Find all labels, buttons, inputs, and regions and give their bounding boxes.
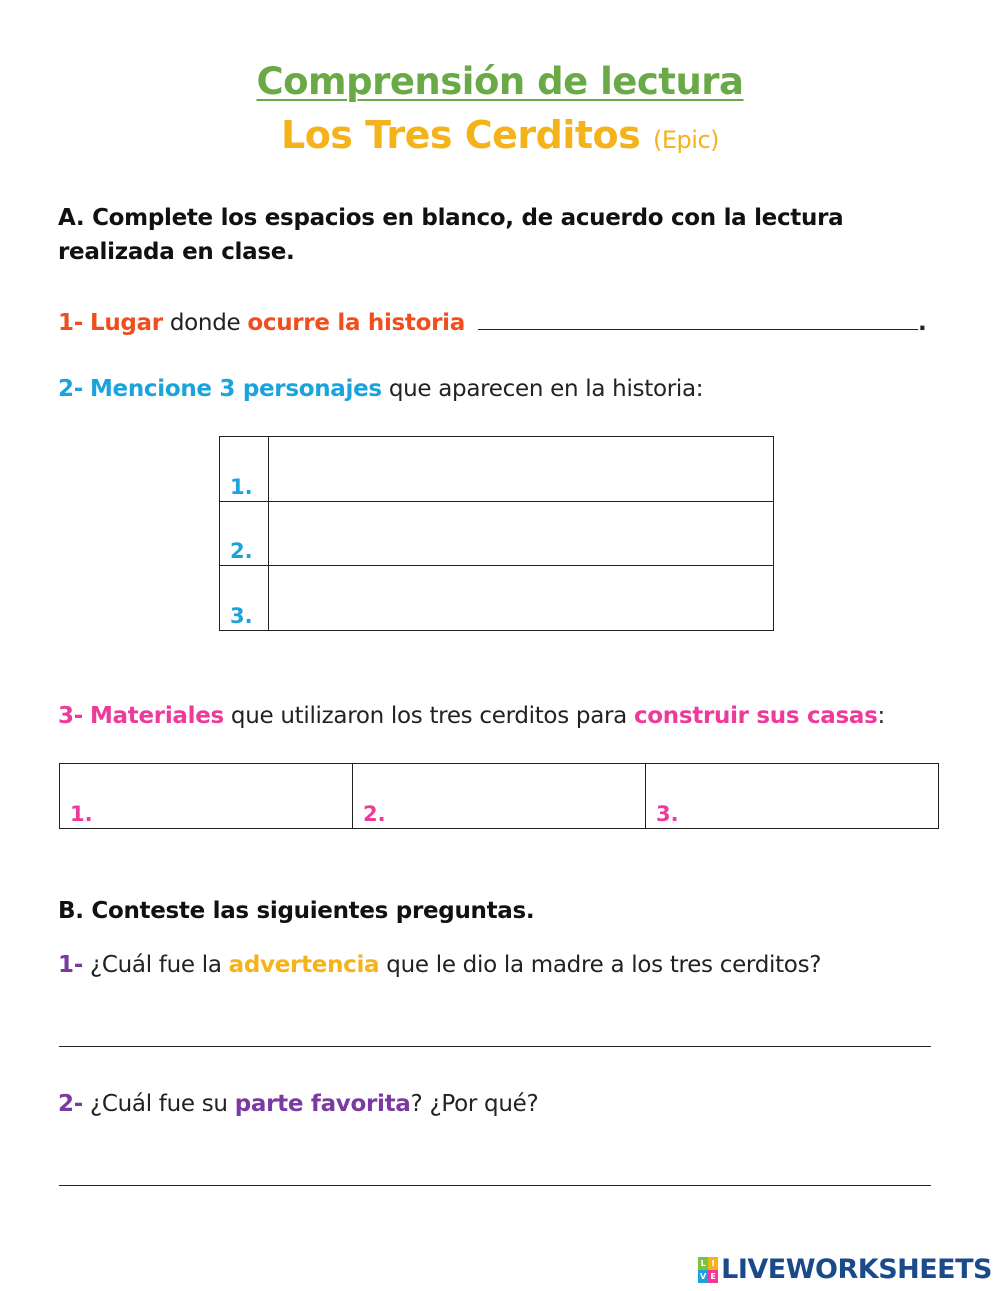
q-a1-keyword-lugar: Lugar [89,310,163,336]
q-a1-end: . [917,310,927,336]
story-source-note: (Epic) [653,126,720,154]
table-row [60,764,939,829]
logo-icon [698,1257,718,1283]
answer-blank-place[interactable] [478,307,918,330]
question-a3 [58,703,885,729]
q-b2-text-start: ¿Cuál fue su [89,1091,228,1117]
logo-letter-v: V [700,1271,707,1281]
q-a1-text: donde [169,310,241,336]
liveworksheets-logo [698,1254,992,1285]
character-answer-cell-1[interactable] [269,437,774,502]
material-answer-cell-1[interactable]: 1. [60,764,353,829]
row-number: 2. [220,501,269,566]
table-row [220,437,774,502]
table-row [220,501,774,566]
question-b2 [58,1091,538,1117]
materials-table [59,763,939,829]
question-a2 [58,376,703,402]
section-a-heading: A. Complete los espacios en blanco, de acuerdo con la lectura realizada en clase. [58,205,844,265]
character-answer-cell-3[interactable] [269,566,774,631]
logo-text: LIVEWORKSHEETS [721,1254,992,1285]
section-b-heading: B. Conteste las siguientes preguntas. [58,898,535,924]
characters-table [219,436,774,631]
q-a1-number: 1- [58,310,83,336]
row-number: 3. [220,566,269,631]
q-a2-text: que aparecen en la historia: [388,376,704,402]
q-b1-text-start: ¿Cuál fue la [89,952,222,978]
q-a2-keyword: Mencione 3 personajes [89,376,382,402]
q-a1-keyword-historia: ocurre la historia [247,310,465,336]
q-a3-number: 3- [58,703,83,729]
answer-line-b1[interactable] [59,1046,931,1047]
q-a3-keyword-materiales: Materiales [89,703,224,729]
logo-letter-i: I [708,1257,718,1270]
question-a1 [58,307,926,336]
q-a3-end: : [877,703,885,729]
question-b1 [58,952,821,978]
row-number: 1. [220,437,269,502]
story-title-text: Los Tres Cerditos [280,113,641,157]
q-b2-text-rest: ? ¿Por qué? [410,1091,539,1117]
story-title [0,113,1000,157]
q-b1-number: 1- [58,952,83,978]
q-a3-keyword-casas: construir sus casas [633,703,878,729]
character-answer-cell-2[interactable] [269,501,774,566]
material-answer-cell-2[interactable]: 2. [353,764,646,829]
q-b2-keyword: parte favorita [234,1091,411,1117]
answer-line-b2[interactable] [59,1185,931,1186]
q-a2-number: 2- [58,376,83,402]
q-b1-keyword: advertencia [228,952,380,978]
logo-letter-e: E [708,1270,718,1283]
material-answer-cell-3[interactable]: 3. [646,764,939,829]
q-a3-text: que utilizaron los tres cerditos para [230,703,627,729]
q-b1-text-rest: que le dio la madre a los tres cerditos? [386,952,822,978]
table-row [220,566,774,631]
logo-letter-l: L [698,1257,708,1270]
worksheet-title: Comprensión de lectura [256,60,744,103]
q-b2-number: 2- [58,1091,83,1117]
